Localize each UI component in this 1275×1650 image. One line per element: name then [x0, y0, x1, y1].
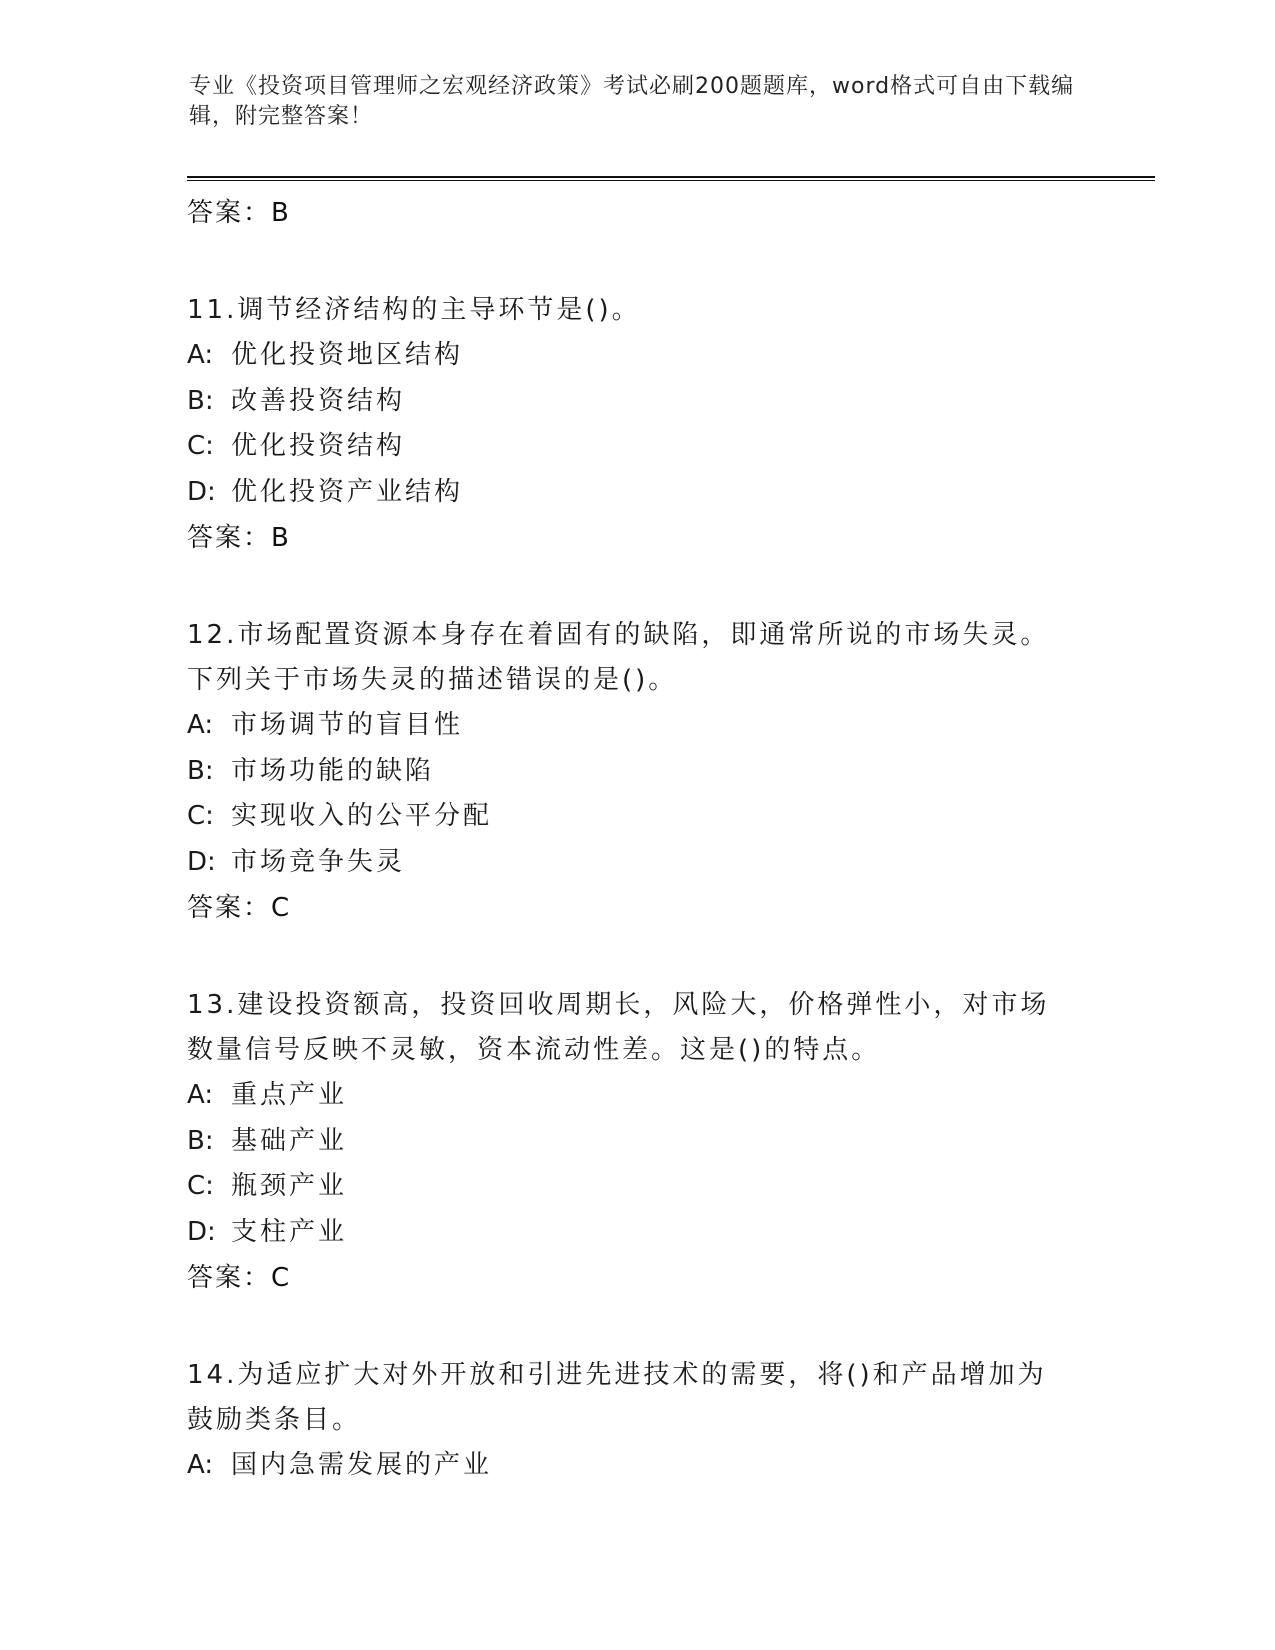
option-key: C: [187, 801, 214, 831]
option-key: C: [187, 1171, 214, 1201]
option-a [187, 1073, 1087, 1119]
answer-label: 答案： [187, 198, 272, 228]
option-key: C: [187, 431, 214, 461]
option-c [187, 1164, 1087, 1210]
option-text: 优化投资结构 [231, 431, 406, 461]
document-header: 专业《投资项目管理师之宏观经济政策》考试必刷200题题库，word格式可自由下载编辑，附完整答案！ [189, 74, 1075, 129]
answer-value: B [271, 198, 290, 228]
answer-line [187, 885, 1087, 931]
answer-line [187, 515, 1087, 561]
option-text: 优化投资地区结构 [231, 340, 464, 370]
option-text: 重点产业 [231, 1080, 348, 1110]
option-text: 优化投资产业结构 [231, 476, 464, 507]
answer-label: 答案： [187, 893, 272, 923]
option-key: A: [187, 710, 214, 740]
option-a [187, 1443, 1087, 1489]
option-key: A: [187, 1450, 214, 1480]
option-text: 改善投资结构 [231, 385, 406, 416]
answer-line [187, 1255, 1087, 1301]
option-d [187, 1210, 1087, 1256]
option-key: B: [187, 385, 214, 416]
option-b [187, 1119, 1087, 1165]
question-list [187, 190, 1087, 1489]
option-key: D: [187, 846, 216, 877]
option-text: 瓶颈产业 [231, 1171, 348, 1201]
answer-line [187, 190, 1087, 236]
answer-label: 答案： [187, 1263, 272, 1293]
option-text: 国内急需发展的产业 [231, 1450, 493, 1480]
header-divider [187, 176, 1155, 182]
option-key: A: [187, 1080, 214, 1110]
option-key: D: [187, 476, 216, 507]
question-stem: 13.建设投资额高，投资回收周期长，风险大，价格弹性小，对市场数量信号反映不灵敏，资本流动性差。这是()的特点。 [187, 990, 1050, 1065]
question-stem: 14.为适应扩大对外开放和引进先进技术的需要，将()和产品增加为鼓励类条目。 [187, 1360, 1047, 1435]
answer-label: 答案： [187, 523, 272, 553]
answer-value: B [271, 523, 290, 553]
option-key: B: [187, 755, 214, 786]
question-stem: 11.调节经济结构的主导环节是()。 [187, 295, 641, 325]
answer-value: C [271, 1263, 291, 1293]
option-text: 市场功能的缺陷 [231, 755, 435, 786]
answer-value: C [271, 893, 291, 923]
option-c [187, 424, 1087, 470]
option-text: 市场调节的盲目性 [231, 710, 464, 740]
option-key: B: [187, 1125, 214, 1156]
option-a [187, 333, 1087, 379]
option-d [187, 470, 1087, 516]
option-text: 基础产业 [231, 1125, 348, 1156]
question-stem: 12.市场配置资源本身存在着固有的缺陷，即通常所说的市场失灵。下列关于市场失灵的描述错误的是()。 [187, 620, 1050, 695]
option-text: 市场竞争失灵 [231, 846, 406, 877]
option-b [187, 379, 1087, 425]
option-key: A: [187, 340, 214, 370]
option-b [187, 749, 1087, 795]
option-text: 支柱产业 [231, 1216, 348, 1247]
option-d [187, 840, 1087, 886]
option-a [187, 703, 1087, 749]
option-c [187, 794, 1087, 840]
option-text: 实现收入的公平分配 [231, 801, 493, 831]
option-key: D: [187, 1216, 216, 1247]
